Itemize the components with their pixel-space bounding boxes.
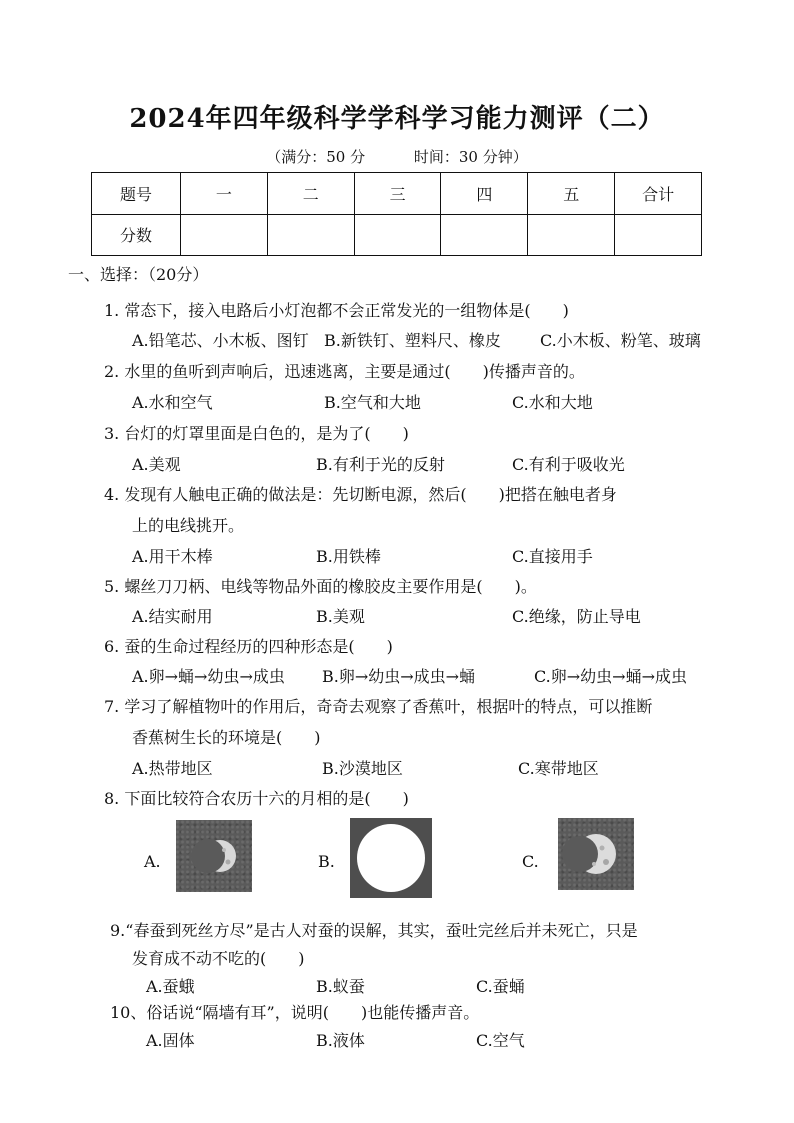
question-10: 10、俗话说“隔墙有耳”，说明( )也能传播声音。 [110,1003,480,1022]
question-2: 2. 水里的鱼听到声响后，迅速逃离，主要是通过( )传播声音的。 [104,362,585,381]
question-7-cont: 香蕉树生长的环境是( ) [132,728,321,747]
q3-option-a: A.美观 [132,455,181,474]
waning-gibbous-moon-image [176,820,252,892]
q2-option-c: C.水和大地 [512,393,593,412]
question-9: 9.“春蚕到死丝方尽”是古人对蚕的误解，其实，蚕吐完丝后并未死亡，只是 [110,921,638,940]
q1-option-a: A.铅笔芯、小木板、图钉 [132,331,309,350]
q8-option-c-label: C. [522,852,539,871]
score-header-cell: 三 [354,173,441,215]
question-7: 7. 学习了解植物叶的作用后，奇奇去观察了香蕉叶，根据叶的特点，可以推断 [104,697,653,716]
score-cell[interactable] [354,214,441,256]
q1-option-c: C.小木板、粉笔、玻璃 [540,331,701,350]
exam-time: 时间：30 分钟） [413,148,528,166]
question-5: 5. 螺丝刀刀柄、电线等物品外面的橡胶皮主要作用是( )。 [104,577,537,596]
full-moon-image [350,818,432,898]
q3-option-c: C.有利于吸收光 [512,455,625,474]
score-header-cell: 合计 [615,173,702,215]
q6-option-b: B.卵→幼虫→成虫→蛹 [322,667,476,686]
score-cell[interactable] [615,214,702,256]
question-1: 1. 常态下，接入电路后小灯泡都不会正常发光的一组物体是( ) [104,301,569,320]
score-cell[interactable] [181,214,268,256]
q9-option-c: C.蚕蛹 [476,977,525,996]
score-cell[interactable] [267,214,354,256]
score-table-header-row [92,173,702,215]
q7-option-a: A.热带地区 [132,759,213,778]
q1-option-b: B.新铁钉、塑料尺、橡皮 [324,331,501,350]
question-6: 6. 蚕的生命过程经历的四种形态是( ) [104,637,393,656]
question-3: 3. 台灯的灯罩里面是白色的，是为了( ) [104,424,409,443]
q7-option-b: B.沙漠地区 [322,759,403,778]
section-heading: 一、选择：（20分） [68,265,209,284]
q7-option-c: C.寒带地区 [518,759,599,778]
page-title: 2024年四年级科学学科学习能力测评（二） [129,104,665,134]
q5-option-a: A.结实耐用 [132,607,213,626]
score-header-cell: 四 [441,173,528,215]
q6-option-a: A.卵→蛹→幼虫→成虫 [132,667,285,686]
q6-option-c: C.卵→幼虫→蛹→成虫 [534,667,687,686]
score-table-score-row [92,214,702,256]
question-4: 4. 发现有人触电正确的做法是：先切断电源，然后( )把搭在触电者身 [104,485,617,504]
full-score: （满分：50 分 [266,148,366,166]
exam-info [0,146,794,167]
q10-option-a: A.固体 [146,1031,195,1050]
q8-option-a-label: A. [144,852,161,871]
score-header-cell: 题号 [92,173,181,215]
q5-option-c: C.绝缘，防止导电 [512,607,641,626]
score-cell[interactable] [528,214,615,256]
q9-option-b: B.蚁蚕 [316,977,365,996]
score-table [91,172,702,256]
q9-option-a: A.蚕蛾 [146,977,195,996]
q2-option-b: B.空气和大地 [324,393,421,412]
score-header-cell: 五 [528,173,615,215]
q3-option-b: B.有利于光的反射 [316,455,445,474]
q4-option-b: B.用铁棒 [316,547,381,566]
q10-option-c: C.空气 [476,1031,525,1050]
score-header-cell: 二 [267,173,354,215]
score-cell[interactable] [441,214,528,256]
q8-option-b-label: B. [318,852,335,871]
q2-option-a: A.水和空气 [132,393,213,412]
q4-option-c: C.直接用手 [512,547,593,566]
gibbous-moon-image [558,818,634,890]
score-header-cell: 一 [181,173,268,215]
q10-option-b: B.液体 [316,1031,365,1050]
question-8: 8. 下面比较符合农历十六的月相的是( ) [104,789,409,808]
q4-option-a: A.用干木棒 [132,547,213,566]
q5-option-b: B.美观 [316,607,365,626]
question-4-cont: 上的电线挑开。 [132,516,245,535]
score-row-label: 分数 [92,214,181,256]
question-9-cont: 发育成不动不吃的( ) [132,949,305,968]
